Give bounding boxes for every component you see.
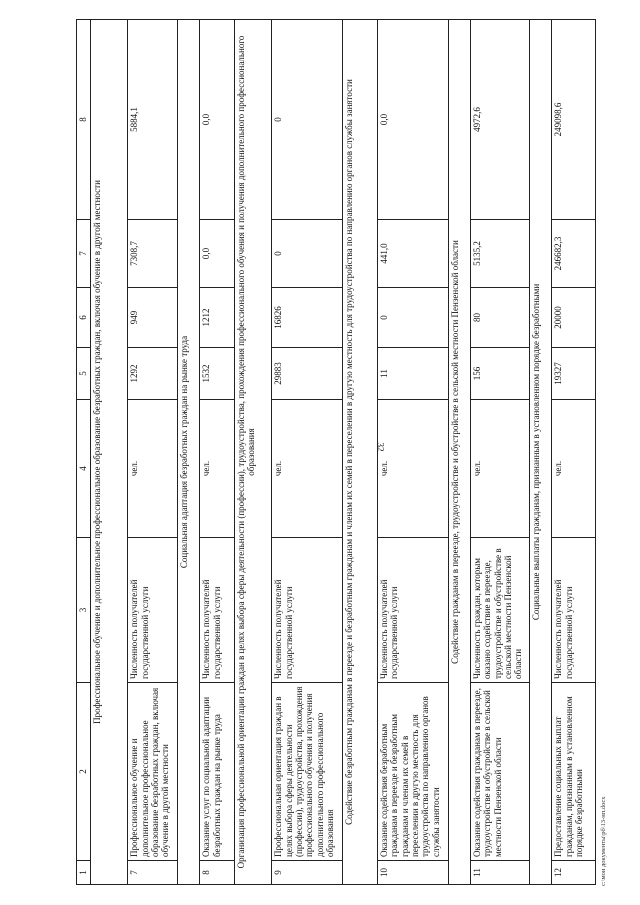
header-cell: 7 — [77, 220, 91, 288]
file-path-footer: c:\мои документы\рб\13-нп.docx — [600, 796, 607, 886]
value-cell: 1532 — [200, 348, 235, 400]
value-cell: 0,0 — [378, 20, 449, 220]
value-cell: 1212 — [200, 288, 235, 348]
value-cell: 949 — [128, 288, 178, 348]
value-cell: 0 — [272, 20, 343, 220]
indicator-name: Численность получателей государственной услуги — [378, 538, 449, 683]
table-row — [470, 20, 530, 885]
value-cell: 0 — [272, 220, 343, 288]
row-number: 7 — [128, 861, 178, 885]
indicator-name: Численность получателей государственной услуги — [552, 538, 596, 683]
value-cell: 4972,6 — [470, 20, 530, 220]
section-title: Социальная адаптация безработных граждан на рынке труда — [178, 20, 200, 885]
unit-cell: чел. — [552, 400, 596, 538]
value-cell: 156 — [470, 348, 530, 400]
indicator-name: Численность получателей государственной услуги — [128, 538, 178, 683]
table-row — [378, 20, 449, 885]
page-number: 32 — [375, 442, 386, 452]
section-row — [449, 20, 471, 885]
value-cell: 0,0 — [200, 220, 235, 288]
header-cell: 5 — [77, 348, 91, 400]
header-row — [77, 20, 91, 885]
section-title: Содействие безработным гражданам в переезде и безработным гражданам и членам их семей в переселении в другую местность для трудоустройства по направлению органов службы занятости — [343, 20, 378, 885]
rotated-table-container — [76, 20, 596, 885]
service-name: Предоставление социальных выплат гражданам, признанным в установленном порядке безработными — [552, 683, 596, 861]
row-number: 12 — [552, 861, 596, 885]
service-name: Оказание содействия гражданам в переезде, трудоустройстве и обустройстве в сельской местности Пензенской области — [470, 683, 530, 861]
table-row — [200, 20, 235, 885]
section-title: Социальные выплаты гражданам, признанным в установленном порядке безработными — [530, 20, 552, 885]
indicator-name: Численность граждан, которым оказано содействие в переезде, трудоустройстве и обустройстве в сельской местности Пензенской области — [470, 538, 530, 683]
unit-cell: чел. — [200, 400, 235, 538]
value-cell: 11 — [378, 348, 449, 400]
value-cell: 0 — [378, 288, 449, 348]
table-row — [272, 20, 343, 885]
row-number: 8 — [200, 861, 235, 885]
unit-cell: чел. — [128, 400, 178, 538]
section-row — [343, 20, 378, 885]
header-cell: 8 — [77, 20, 91, 220]
service-name: Профессиональная ориентация граждан в целях выбора сферы деятельности (профессии), трудоустройства, прохождения профессионального обучения и получения дополнительного профессионального образования — [272, 683, 343, 861]
value-cell: 0,0 — [200, 20, 235, 220]
section-title: Организация профессиональной ориентации граждан в целях выбора сферы деятельности (профессии), трудоустройства, прохождения профессионального обучения и получения дополнительного профессионального образования — [235, 20, 272, 885]
header-cell: 4 — [77, 400, 91, 538]
unit-cell: чел. — [378, 400, 449, 538]
section-title: Содействие гражданам в переезде, трудоустройстве и обустройстве в сельской местности Пензенской области — [449, 20, 471, 885]
row-number: 11 — [470, 861, 530, 885]
section-row — [178, 20, 200, 885]
indicator-name: Численность получателей государственной услуги — [272, 538, 343, 683]
table-row — [552, 20, 596, 885]
value-cell: 19327 — [552, 348, 596, 400]
value-cell: 1292 — [128, 348, 178, 400]
value-cell: 80 — [470, 288, 530, 348]
unit-cell: чел. — [272, 400, 343, 538]
indicator-name: Численность получателей государственной услуги — [200, 538, 235, 683]
section-title: Профессиональное обучение и дополнительное профессиональное образование безработных граждан, включая обучение в другой местности — [91, 20, 128, 885]
services-table — [76, 19, 596, 885]
header-cell: 2 — [77, 683, 91, 861]
section-row — [530, 20, 552, 885]
value-cell: 441,0 — [378, 220, 449, 288]
value-cell: 249098,6 — [552, 20, 596, 220]
table-body — [77, 20, 596, 885]
unit-cell: чел. — [470, 400, 530, 538]
table-row — [128, 20, 178, 885]
value-cell: 246682,3 — [552, 220, 596, 288]
header-cell: 6 — [77, 288, 91, 348]
row-number: 10 — [378, 861, 449, 885]
value-cell: 29883 — [272, 348, 343, 400]
value-cell: 16826 — [272, 288, 343, 348]
section-row — [91, 20, 128, 885]
value-cell: 5135,2 — [470, 220, 530, 288]
value-cell: 20000 — [552, 288, 596, 348]
value-cell: 7308,7 — [128, 220, 178, 288]
value-cell: 5884,1 — [128, 20, 178, 220]
section-row — [235, 20, 272, 885]
header-cell: 3 — [77, 538, 91, 683]
header-cell: 1 — [77, 861, 91, 885]
service-name: Оказание содействия безработным гражданам в переезде и безработным гражданам и членам их семей в переселении в другую местность для трудоустройства по направлению органов службы занятости — [378, 683, 449, 861]
row-number: 9 — [272, 861, 343, 885]
service-name: Оказание услуг по социальной адаптации безработных граждан на рынке труда — [200, 683, 235, 861]
footer-wrap — [600, 796, 610, 896]
service-name: Профессиональное обучение и дополнительное профессиональное образование безработных граждан, включая обучение в другой местности — [128, 683, 178, 861]
